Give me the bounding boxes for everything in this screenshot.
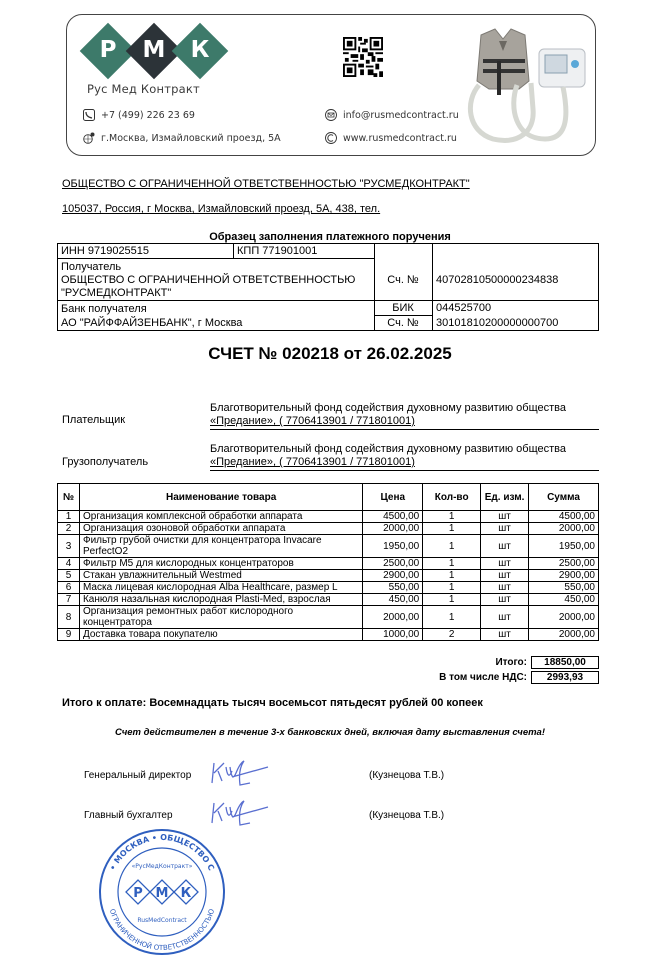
contact-address [83,132,281,144]
row-price: 1000,00 [363,629,423,641]
col-header-name: Наименование товара [79,484,362,511]
row-num: 1 [58,511,80,523]
consignee-label: Грузополучатель [62,456,149,468]
table-row [58,582,599,594]
payer-value [210,402,599,430]
col-header-sum: Сумма [529,484,599,511]
total-in-words: Итого к оплате: Восемнадцать тысяч восемьсот пятьдесят рублей 00 копеек [62,697,483,709]
col-header-qty: Кол-во [423,484,481,511]
row-sum: 2000,00 [529,606,599,629]
accountant-name: (Кузнецова Т.В.) [369,810,445,821]
accountant-label: Главный бухгалтер [84,810,173,821]
total-label: Итого: [495,657,527,668]
logo-letter: К [190,37,210,63]
company-logo [79,23,229,83]
row-sum: 1950,00 [529,535,599,558]
row-unit: шт [481,594,529,606]
payer-line-1: Благотворительный фонд содействия духовному развитию общества [210,402,567,414]
row-price: 2000,00 [363,606,423,629]
row-num: 2 [58,523,80,535]
corr-account-label: Сч. № [387,317,419,329]
company-address: 105037, Россия, г Москва, Измайловский проезд, 5А, 438, тел. [62,203,381,215]
table-row [58,535,599,558]
payment-sample-title: Образец заполнения платежного поручения [209,231,451,243]
table-row [58,511,599,523]
inn-value: ИНН 9719025515 [61,245,150,257]
svg-text:• МОСКВА • ОБЩЕСТВО С: • МОСКВА • ОБЩЕСТВО С [108,832,216,872]
row-sum: 2000,00 [529,629,599,641]
col-header-price: Цена [363,484,423,511]
address-text: г.Москва, Измайловский проезд, 5А [101,132,281,144]
row-sum: 2900,00 [529,570,599,582]
logo-letter: Р [99,37,117,63]
recipient-name: ОБЩЕСТВО С ОГРАНИЧЕННОЙ ОТВЕТСТВЕННОСТЬЮ [61,274,356,286]
row-price: 2000,00 [363,523,423,535]
qr-code-icon [343,35,383,79]
table-row [58,570,599,582]
row-qty: 1 [423,535,481,558]
row-name: Канюля назальная кислородная Plasti-Med, взрослая [79,594,362,606]
row-qty: 1 [423,570,481,582]
bank-details-table [57,243,599,331]
row-price: 2900,00 [363,570,423,582]
contact-website [325,132,457,144]
row-sum: 450,00 [529,594,599,606]
row-price: 1950,00 [363,535,423,558]
row-name: Маска лицевая кислородная Alba Healthcare, размер L [79,582,362,594]
table-row [58,606,599,629]
col-header-num: № [58,484,80,511]
kpp-value: КПП 771901001 [237,245,318,257]
goods-table [57,483,599,641]
row-price: 4500,00 [363,511,423,523]
row-qty: 1 [423,606,481,629]
bik-label: БИК [392,302,414,314]
email-link[interactable]: info@rusmedcontract.ru [343,109,459,121]
mail-icon [325,109,337,121]
corr-account-number: 30101810200000000700 [436,317,559,329]
consignee-line-2: «Предание», ( 7706413901 / 771801001) [210,456,415,468]
globe-pin-icon [83,132,95,144]
account-number: 40702810500000234838 [436,274,559,286]
table-row [58,523,599,535]
row-unit: шт [481,570,529,582]
recipient-name-2: "РУСМЕДКОНТРАКТ" [61,287,172,299]
accountant-signature-icon [210,797,272,829]
row-name: Фильтр грубой очистки для концентратора Invacare PerfectO2 [79,535,362,558]
col-header-unit: Ед. изм. [481,484,529,511]
row-qty: 1 [423,594,481,606]
row-sum: 550,00 [529,582,599,594]
invoice-title: СЧЕТ № 020218 от 26.02.2025 [208,344,452,363]
row-unit: шт [481,582,529,594]
svg-text:М: М [155,886,169,901]
row-num: 6 [58,582,80,594]
medical-vest-device-image [459,21,591,149]
table-row [58,594,599,606]
row-num: 7 [58,594,80,606]
payer-line-2: «Предание», ( 7706413901 / 771801001) [210,415,415,427]
row-qty: 1 [423,558,481,570]
row-sum: 4500,00 [529,511,599,523]
table-row [58,629,599,641]
row-qty: 1 [423,582,481,594]
row-num: 4 [58,558,80,570]
director-signature-icon [210,757,272,789]
row-name: Организация ремонтных работ кислородного концентратора [79,606,362,629]
row-price: 550,00 [363,582,423,594]
row-name: Стакан увлажнительный Westmed [79,570,362,582]
phone-number: +7 (499) 226 23 69 [101,109,195,121]
total-value: 18850,00 [531,656,599,669]
svg-text:Р: Р [133,886,143,901]
svg-text:К: К [180,886,192,901]
director-name: (Кузнецова Т.В.) [369,770,445,781]
row-num: 3 [58,535,80,558]
recipient-label: Получатель [61,261,122,273]
row-name: Организация комплексной обработки аппарата [79,511,362,523]
row-sum: 2000,00 [529,523,599,535]
row-unit: шт [481,511,529,523]
table-header-row [58,484,599,511]
row-qty: 2 [423,629,481,641]
row-num: 9 [58,629,80,641]
svg-text:«РусМедКонтракт»: «РусМедКонтракт» [131,863,193,870]
row-unit: шт [481,629,529,641]
svg-text:RusMedContract: RusMedContract [137,917,187,924]
row-num: 5 [58,570,80,582]
row-qty: 1 [423,511,481,523]
consignee-line-1: Благотворительный фонд содействия духовному развитию общества [210,443,567,455]
bank-label: Банк получателя [61,303,147,315]
svg-text:ОГРАНИЧЕННОЙ ОТВЕТСТВЕННОСТЬЮ: ОГРАНИЧЕННОЙ ОТВЕТСТВЕННОСТЬЮ [107,907,217,953]
row-qty: 1 [423,523,481,535]
account-label: Сч. № [387,274,419,286]
row-sum: 2500,00 [529,558,599,570]
row-price: 450,00 [363,594,423,606]
vat-value: 2993,93 [531,671,599,684]
consignee-value [210,443,599,471]
company-stamp-icon [92,826,232,958]
row-name: Фильтр М5 для кислородных концентраторов [79,558,362,570]
row-name: Доставка товара покупателю [79,629,362,641]
row-num: 8 [58,606,80,629]
validity-note: Счет действителен в течение 3-х банковских дней, включая дату выставления счета! [114,727,545,738]
director-label: Генеральный директор [84,770,192,781]
phone-icon [83,109,95,121]
row-unit: шт [481,606,529,629]
row-unit: шт [481,535,529,558]
table-row [58,558,599,570]
payer-label: Плательщик [62,414,126,426]
company-name: ОБЩЕСТВО С ОГРАНИЧЕННОЙ ОТВЕТСТВЕННОСТЬЮ "РУСМЕДКОНТРАКТ" [62,178,470,190]
row-unit: шт [481,558,529,570]
logo-letter: М [142,37,166,63]
vat-label: В том числе НДС: [439,672,527,683]
bank-name: АО "РАЙФФАЙЗЕНБАНК", г Москва [61,317,243,329]
row-price: 2500,00 [363,558,423,570]
letterhead [66,14,596,156]
website-link[interactable]: www.rusmedcontract.ru [343,132,457,144]
row-unit: шт [481,523,529,535]
bik-value: 044525700 [436,302,492,314]
logo-subtitle: Рус Мед Контракт [87,82,200,96]
web-icon [325,132,337,144]
contact-phone [83,109,195,121]
row-name: Организация озоновой обработки аппарата [79,523,362,535]
contact-email [325,109,459,121]
